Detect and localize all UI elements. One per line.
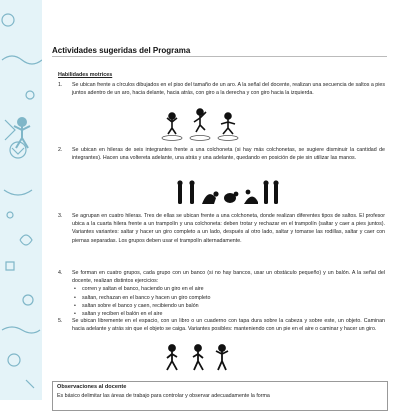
- activity-number: 4.: [58, 270, 63, 276]
- observations-text: Es básico delimitar las áreas de trabajo para controlar y observar adecuadamente la forma: [57, 393, 270, 399]
- activity-item-1: [58, 81, 385, 97]
- balance-walk-illustration: [160, 343, 240, 373]
- sidebar-decoration: [0, 0, 42, 400]
- activity-number: 5.: [58, 318, 63, 324]
- activity-text: Se ubican frente a círculos dibujados en el piso del tamaño de un aro. A la señal del docente, realizan una secuencia de saltos a pies juntos adentro de un aro, hacia delante, hacia atrás, con giro a la derecha y con giro hacia la izquierda.: [72, 82, 385, 97]
- activity-number: 2.: [58, 147, 63, 153]
- activity-text: Se ubican libremente en el espacio, con un libro o un cuaderno con tapa dura sobre la cabeza y sobre este, un objeto. Caminan hacia adelante y atrás sin que el objeto se caiga. Variantes posibles: manteniendo con un pie en el aire o caminar y hacer un giro.: [72, 318, 385, 333]
- activity-bullet-list: [72, 285, 385, 318]
- activity-text: Se ubican en hileras de seis integrantes frente a una colchoneta (si hay más colchonetas, se sugiere disminuir la cantidad de integrantes). Hacen una voltereta adelante, una atrás y una adelante, quedando en posición de pie sin utilizar las manos.: [72, 147, 385, 162]
- bullet-item: • saltan sobre el banco y caen, recibiendo un balón: [72, 302, 385, 310]
- bullet-item: • corren y saltan el banco, haciendo un giro en el aire: [72, 285, 385, 293]
- activity-item-3: [58, 212, 385, 245]
- bullet-item: • saltan, rechazan en el banco y hacen un giro completo: [72, 294, 385, 302]
- title-divider: [52, 56, 387, 57]
- activity-text: Se forman en cuatro grupos, cada grupo con un banco (si no hay bancos, usar un obstáculo pequeño) y un balón. A la señal del docente, realizan distintos ejercicios:: [72, 270, 385, 285]
- teacher-observations-box: [52, 381, 388, 411]
- section-heading: Habilidades motrices: [58, 72, 113, 78]
- bullet-item: • saltan y reciben el balón en el aire: [72, 310, 385, 318]
- activity-item-2: [58, 146, 385, 162]
- activity-number: 1.: [58, 82, 63, 88]
- sidebar-doodles: [0, 0, 42, 400]
- hoop-jump-illustration: [150, 108, 250, 142]
- page-title: Actividades sugeridas del Programa: [52, 46, 191, 55]
- activity-text: Se agrupan en cuatro hileras. Tres de ellas se ubican frente a una colchoneta, donde realizan diferentes tipos de saltos. El profesor ubica a la cuarta hilera frente a un trampolín y una colchoneta: deben trotar y rechazar en el trampolín (saltar y caer a pies juntos). Variantes variantes: saltar y hacer un giro completo a un lado, después al otro lado, saltar y tomarse las rodillas, saltar y caer con piernas separadas. Los grupos deben usar el trampolín alternadamente.: [72, 213, 385, 244]
- activity-item-5: [58, 317, 385, 333]
- observations-title: Observaciones al docente: [57, 384, 127, 390]
- roll-sequence-illustration: [172, 180, 282, 206]
- activity-item-4: [58, 269, 385, 318]
- activity-number: 3.: [58, 213, 63, 219]
